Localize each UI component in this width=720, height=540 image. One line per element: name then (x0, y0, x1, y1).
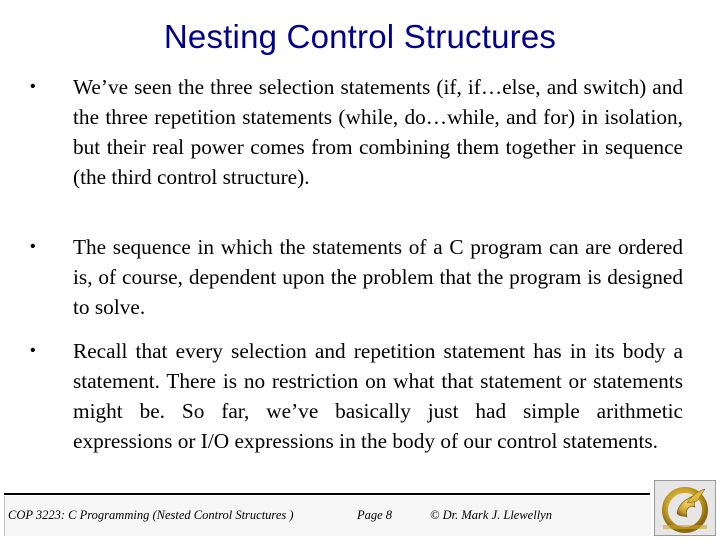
bullet-text: The sequence in which the statements of a C program can are ordered is, of course, dependent upon the problem that the program is designed to solve. (73, 235, 683, 319)
bullet-marker: • (30, 342, 36, 359)
pegasus-logo-icon (657, 483, 713, 533)
bullet-text: We’ve seen the three selection statements (if, if…else, and switch) and the three repetition statements (while, do…while, and for) in isolation, but their real power comes from combining them together in sequence (the third control structure). (73, 75, 683, 189)
footer-page: Page 8 (357, 508, 393, 522)
footer-divider (4, 493, 650, 495)
footer-author: © Dr. Mark J. Llewellyn (430, 508, 552, 522)
bullet-text: Recall that every selection and repetition statement has in its body a statement. There is no restriction on what that statement or statements might be. So far, we’ve basically just had simple arithmetic expressions or I/O expressions in the body of our control statements. (73, 339, 683, 453)
footer-course: COP 3223: C Programming (Nested Control Structures ) (8, 508, 294, 522)
bullet-marker: • (30, 238, 36, 255)
slide-title: Nesting Control Structures (163, 18, 557, 55)
ucf-logo (654, 480, 716, 536)
bullet-marker: • (30, 78, 36, 95)
